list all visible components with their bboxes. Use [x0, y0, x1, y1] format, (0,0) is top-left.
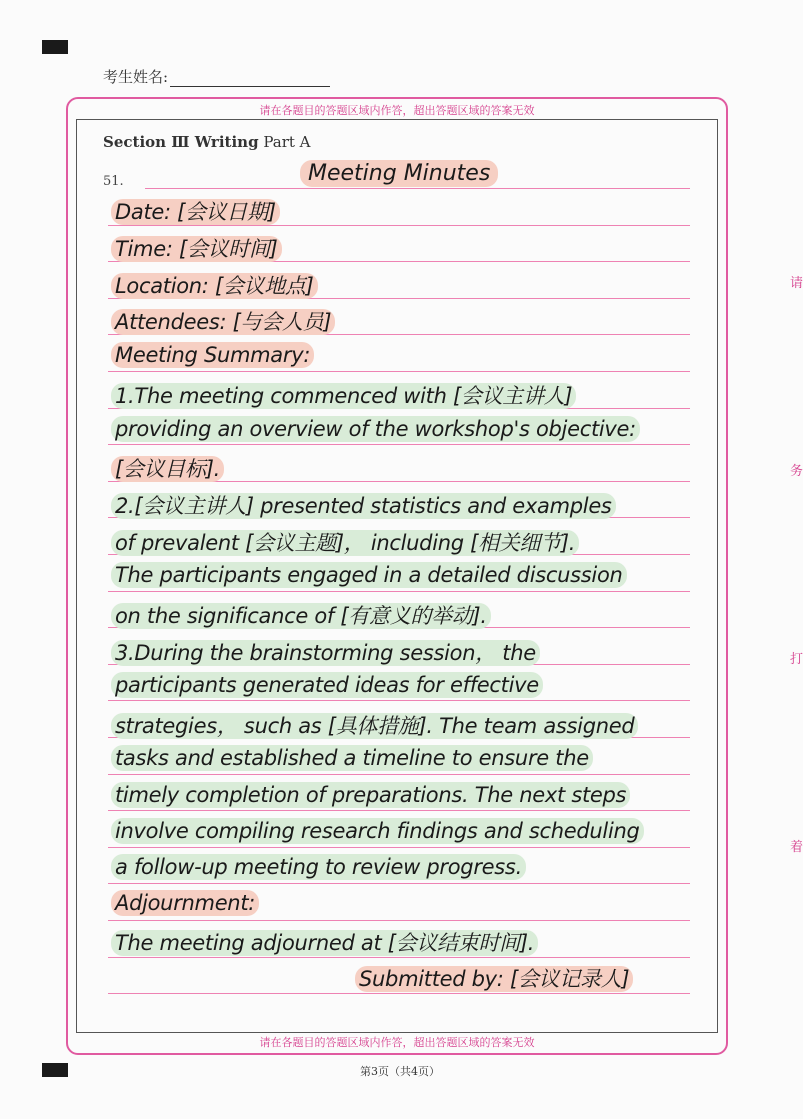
- essay-line: The meeting adjourned at [会议结束时间].: [111, 927, 538, 957]
- page-number: 第3页（共4页）: [360, 1065, 440, 1078]
- essay-line: Meeting Summary:: [111, 343, 314, 367]
- essay-line: 1.The meeting commenced with [会议主讲人]: [111, 380, 576, 410]
- edge-char: 请: [790, 276, 803, 291]
- essay-line: involve compiling research findings and scheduling: [111, 819, 644, 843]
- warning-bottom: 请在各题目的答题区域内作答，超出答题区域的答案无效: [259, 1036, 535, 1049]
- warning-top: 请在各题目的答题区域内作答，超出答题区域的答案无效: [259, 104, 535, 117]
- essay-line: Attendees: [与会人员]: [111, 306, 335, 336]
- essay-line: participants generated ideas for effective: [111, 673, 543, 697]
- essay-line: of prevalent [会议主题]， including [相关细节].: [111, 527, 579, 557]
- essay-title: Meeting Minutes: [300, 160, 498, 187]
- essay-line: strategies， such as [具体措施]. The team assigned: [111, 710, 638, 740]
- section-title: Section Ⅲ Writing: [103, 133, 259, 151]
- section-part: Part A: [263, 133, 311, 151]
- question-number: 51.: [103, 174, 124, 189]
- edge-char: 着: [790, 840, 803, 855]
- essay-line: Submitted by: [会议记录人]: [355, 963, 633, 993]
- essay-line: Time: [会议时间]: [111, 233, 282, 263]
- essay-line: Adjournment:: [111, 891, 259, 915]
- candidate-name-label: 考生姓名:: [103, 68, 169, 86]
- essay-line: timely completion of preparations. The next steps: [111, 783, 630, 807]
- edge-char: 打: [790, 652, 803, 667]
- essay-line: a follow-up meeting to review progress.: [111, 855, 526, 879]
- edge-char: 务: [790, 464, 803, 479]
- essay-line: [会议目标].: [111, 453, 224, 483]
- essay-line: The participants engaged in a detailed discussion: [111, 563, 627, 587]
- essay-line: on the significance of [有意义的举动].: [111, 600, 491, 630]
- essay-line: 2.[会议主讲人] presented statistics and examples: [111, 490, 616, 520]
- essay-line: 3.During the brainstorming session， the: [111, 637, 540, 667]
- essay-line: Date: [会议日期]: [111, 196, 280, 226]
- essay-line: Location: [会议地点]: [111, 270, 318, 300]
- essay-line: providing an overview of the workshop's objective:: [111, 417, 640, 441]
- essay-line: tasks and established a timeline to ensure the: [111, 746, 593, 770]
